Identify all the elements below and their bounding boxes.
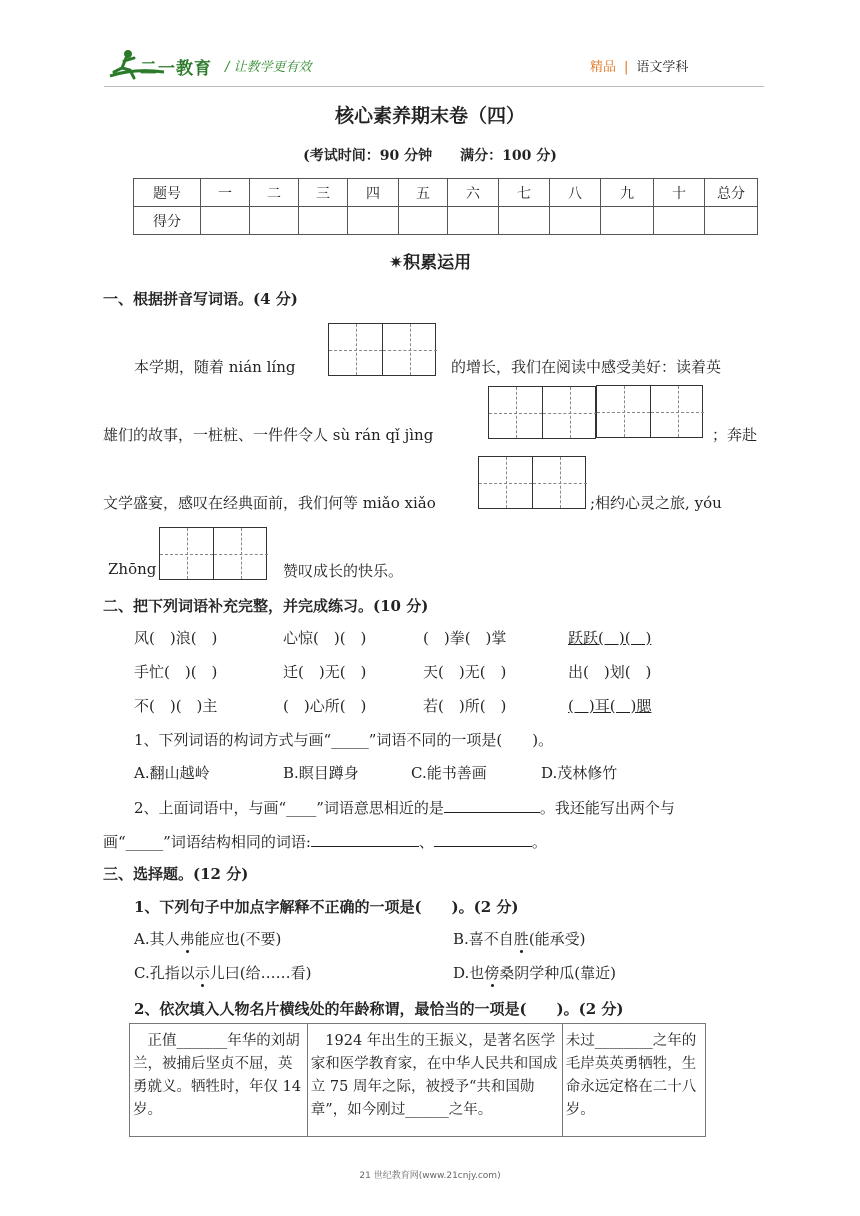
- opt-text: (能承受): [528, 930, 586, 948]
- brand-tag: 精品: [590, 60, 617, 75]
- idiom-item: 天( )无( ): [423, 663, 507, 681]
- name-card-table: [129, 1023, 706, 1137]
- char-grid[interactable]: [596, 385, 703, 438]
- idiom-item: ( )拳( )掌: [423, 629, 507, 647]
- q1-text: 文学盛宴，感叹在经典面前，我们何等 miǎo xiǎo: [103, 494, 436, 512]
- answer-blank[interactable]: [434, 846, 532, 847]
- score-label: 得分: [134, 207, 201, 235]
- answer-blank[interactable]: [444, 812, 540, 813]
- opt-text: C.孔指以: [134, 964, 195, 982]
- idiom-item-underlined: 跃跃( )( ): [568, 629, 652, 647]
- q1-text: 本学期，随着 nián líng: [134, 358, 296, 376]
- option-b: B.瞑目蹲身: [283, 764, 359, 782]
- char-grid[interactable]: [478, 456, 586, 509]
- score-cell: 六: [448, 179, 499, 207]
- answer-blank[interactable]: [311, 846, 419, 847]
- idiom-item: 若( )所( ): [423, 697, 507, 715]
- idiom-item: 手忙( )( ): [134, 663, 218, 681]
- score-cell: 一: [201, 179, 250, 207]
- dotted-char: 弗: [179, 930, 195, 948]
- q2-title: 二、把下列词语补充完整，并完成练习。(10 分): [103, 597, 429, 615]
- option-d: D.茂林修竹: [541, 764, 618, 782]
- score-input[interactable]: [654, 207, 705, 235]
- footer: 21 世纪教育网(www.21cnjy.com): [359, 1171, 501, 1181]
- score-input[interactable]: [448, 207, 499, 235]
- q1-text: 的增长，我们在阅读中感受美好：读着英: [451, 358, 722, 376]
- option-a: [134, 928, 281, 949]
- q3-title: 三、选择题。(12 分): [103, 865, 249, 883]
- dotted-char: 胜: [513, 930, 529, 948]
- header-right: 精品 | 语文学科: [590, 60, 689, 75]
- score-header-row: [134, 179, 758, 207]
- q2-sub2-text: 画“_____”词语结构相同的词语:: [103, 833, 311, 851]
- idiom-item-underlined: ( )耳( )腮: [568, 697, 652, 715]
- score-input[interactable]: [299, 207, 348, 235]
- score-input[interactable]: [499, 207, 550, 235]
- opt-text: 儿曰(给……看): [209, 964, 312, 982]
- score-cell: 二: [250, 179, 299, 207]
- idiom-item: ( )心所( ): [283, 697, 367, 715]
- opt-text: B.喜不自: [453, 930, 514, 948]
- score-input[interactable]: [348, 207, 399, 235]
- q2-sub2-text: 、: [418, 833, 434, 851]
- score-input[interactable]: [705, 207, 758, 235]
- opt-text: A.其人: [134, 930, 180, 948]
- dotted-char: 示: [194, 964, 210, 982]
- q2-sub2-text: 。: [531, 833, 547, 851]
- q1-text: Zhōng: [108, 560, 157, 578]
- score-table: [133, 178, 758, 235]
- score-cell: 五: [399, 179, 448, 207]
- option-a: A.翻山越岭: [134, 764, 210, 782]
- score-input[interactable]: [550, 207, 601, 235]
- score-cell: 九: [601, 179, 654, 207]
- section-heading: ✷积累运用: [388, 253, 472, 273]
- name-card-wangzhenyi: 1924 年出生的王振义，是著名医学家和医学教育家，在中华人民共和国成立 75 周年之际，被授予“共和国勋章”，如今刚过______之年。: [307, 1024, 562, 1137]
- opt-text: 能应也(不要): [194, 930, 282, 948]
- score-input[interactable]: [399, 207, 448, 235]
- q1-text: 赞叹成长的快乐。: [283, 562, 404, 580]
- q3-sub1: 1、下列句子中加点字解释不正确的一项是( )。(2 分): [134, 898, 519, 916]
- opt-text: 桑阴学种瓜(靠近): [499, 964, 616, 982]
- score-cell: 题号: [134, 179, 201, 207]
- logo-text: 二一教育: [140, 59, 212, 79]
- score-cell: 总分: [705, 179, 758, 207]
- name-card-maoanying: 未过________之年的毛岸英英勇牺牲，生命永远定格在二十八岁。: [562, 1024, 705, 1137]
- option-c: [134, 962, 311, 983]
- q1-title: 一、根据拼音写词语。(4 分): [103, 290, 298, 308]
- score-cell: 四: [348, 179, 399, 207]
- option-b: [453, 928, 586, 949]
- char-grid[interactable]: [159, 527, 267, 580]
- q2-sub2-text: 2、上面词语中，与画“____”词语意思相近的是: [134, 799, 444, 817]
- subject-label: 语文学科: [636, 60, 689, 75]
- q2-sub2: [134, 797, 675, 818]
- score-cell: 七: [499, 179, 550, 207]
- option-c: C.能书善画: [411, 764, 487, 782]
- score-input[interactable]: [250, 207, 299, 235]
- name-card-liuhulan: 正值_______年华的刘胡兰，被捕后坚贞不屈，英勇就义。牺牲时，年仅 14 岁。: [130, 1024, 308, 1137]
- idiom-item: 心惊( )( ): [283, 629, 367, 647]
- opt-text: D.也: [453, 964, 485, 982]
- score-cell: 三: [299, 179, 348, 207]
- q1-text: ;相约心灵之旅, yóu: [590, 494, 722, 512]
- char-grid[interactable]: [328, 323, 436, 376]
- idiom-item: 出( )划( ): [568, 663, 652, 681]
- char-grid[interactable]: [488, 386, 596, 439]
- option-d: [453, 962, 616, 983]
- idiom-item: 不( )( )主: [134, 697, 218, 715]
- score-input[interactable]: [601, 207, 654, 235]
- dotted-char: 傍: [484, 964, 500, 982]
- q2-sub2-cont: [103, 831, 547, 852]
- slogan: / 让教学更有效: [225, 60, 312, 75]
- header-divider: [104, 86, 764, 87]
- score-value-row: [134, 207, 758, 235]
- q1-text: ；奔赴: [712, 426, 758, 444]
- q1-text: 雄们的故事，一桩桩、一件件令人 sù rán qǐ jìng: [103, 426, 434, 444]
- idiom-item: 风( )浪( ): [134, 629, 218, 647]
- q2-sub2-text: 。我还能写出两个与: [539, 799, 675, 817]
- q2-sub1: 1、下列词语的构词方式与画“_____”词语不同的一项是( )。: [134, 731, 554, 749]
- score-cell: 八: [550, 179, 601, 207]
- exam-info: (考试时间：90 分钟 满分：100 分): [303, 148, 557, 164]
- score-input[interactable]: [201, 207, 250, 235]
- page-title: 核心素养期末卷（四）: [334, 105, 525, 127]
- score-cell: 十: [654, 179, 705, 207]
- idiom-item: 迁( )无( ): [283, 663, 367, 681]
- q3-sub2: 2、依次填入人物名片横线处的年龄称谓，最恰当的一项是( )。(2 分): [134, 1000, 624, 1018]
